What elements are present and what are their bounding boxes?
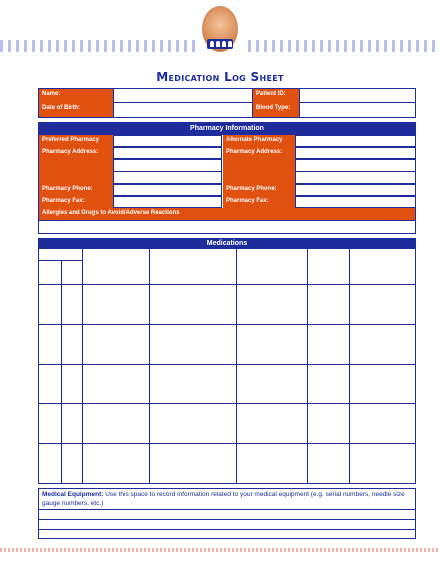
- medication-row-3[interactable]: [39, 365, 415, 403]
- medication-row-5[interactable]: [39, 444, 415, 483]
- pharmacy-address-field-right-1[interactable]: [295, 147, 416, 159]
- preferred-pharmacy-field[interactable]: [113, 135, 222, 147]
- dob-label: Date of Birth:: [39, 103, 113, 117]
- pharmacy-fax-field-left[interactable]: [113, 196, 222, 208]
- name-field[interactable]: [113, 88, 253, 103]
- pharmacy-address-label-left: Pharmacy Address:: [39, 147, 113, 184]
- pharmacy-phone-field-left[interactable]: [113, 184, 222, 196]
- dob-field[interactable]: [113, 102, 253, 118]
- pharmacy-fax-label-left: Pharmacy Fax:: [39, 196, 113, 208]
- name-label: Name:: [39, 89, 113, 103]
- pharmacy-phone-label-left: Pharmacy Phone:: [39, 184, 113, 196]
- medication-row-4[interactable]: [39, 404, 415, 443]
- pharmacy-address-label-right: Pharmacy Address:: [223, 147, 295, 184]
- medications-header: Medications: [39, 239, 415, 249]
- pharmacy-phone-label-right: Pharmacy Phone:: [223, 184, 295, 196]
- patient-id-label: Patient ID:: [253, 89, 299, 103]
- preferred-pharmacy-label: Preferred Pharmacy: [39, 135, 113, 147]
- pharmacy-fax-label-right: Pharmacy Fax:: [223, 196, 295, 208]
- page-title: Medication Log Sheet: [156, 70, 284, 84]
- pharmacy-header: Pharmacy Information: [39, 123, 415, 135]
- decorative-stripe-bottom: [0, 548, 440, 552]
- medical-equipment-field[interactable]: [39, 510, 415, 538]
- allergies-field[interactable]: [38, 220, 416, 234]
- alternate-pharmacy-label: Alternate Pharmacy: [223, 135, 295, 147]
- pharmacy-fax-field-right[interactable]: [295, 196, 416, 208]
- allergies-label: Allergies and Drugs to Avoid/Adverse Reactions: [39, 208, 415, 220]
- pharmacy-address-field-right-3[interactable]: [295, 171, 416, 184]
- blood-type-field[interactable]: [299, 102, 416, 118]
- alternate-pharmacy-field[interactable]: [295, 135, 416, 147]
- medical-equipment-text: Use this space to record information related to your medical equipment (e.g. serial numbers, needle size gauge numbers, etc.): [42, 491, 405, 507]
- medical-equipment-label: Medical Equipment:: [42, 491, 104, 498]
- pharmacy-address-field-left-1[interactable]: [113, 147, 222, 159]
- table-header-split: [38, 260, 82, 261]
- patient-id-field[interactable]: [299, 88, 416, 103]
- medication-row-1[interactable]: [39, 285, 415, 324]
- pharmacy-address-field-left-3[interactable]: [113, 171, 222, 184]
- blood-type-label: Blood Type:: [253, 103, 299, 117]
- pharmacy-phone-field-right[interactable]: [295, 184, 416, 196]
- logo: [202, 6, 238, 52]
- medical-equipment-description: [42, 490, 412, 508]
- medication-row-2[interactable]: [39, 325, 415, 364]
